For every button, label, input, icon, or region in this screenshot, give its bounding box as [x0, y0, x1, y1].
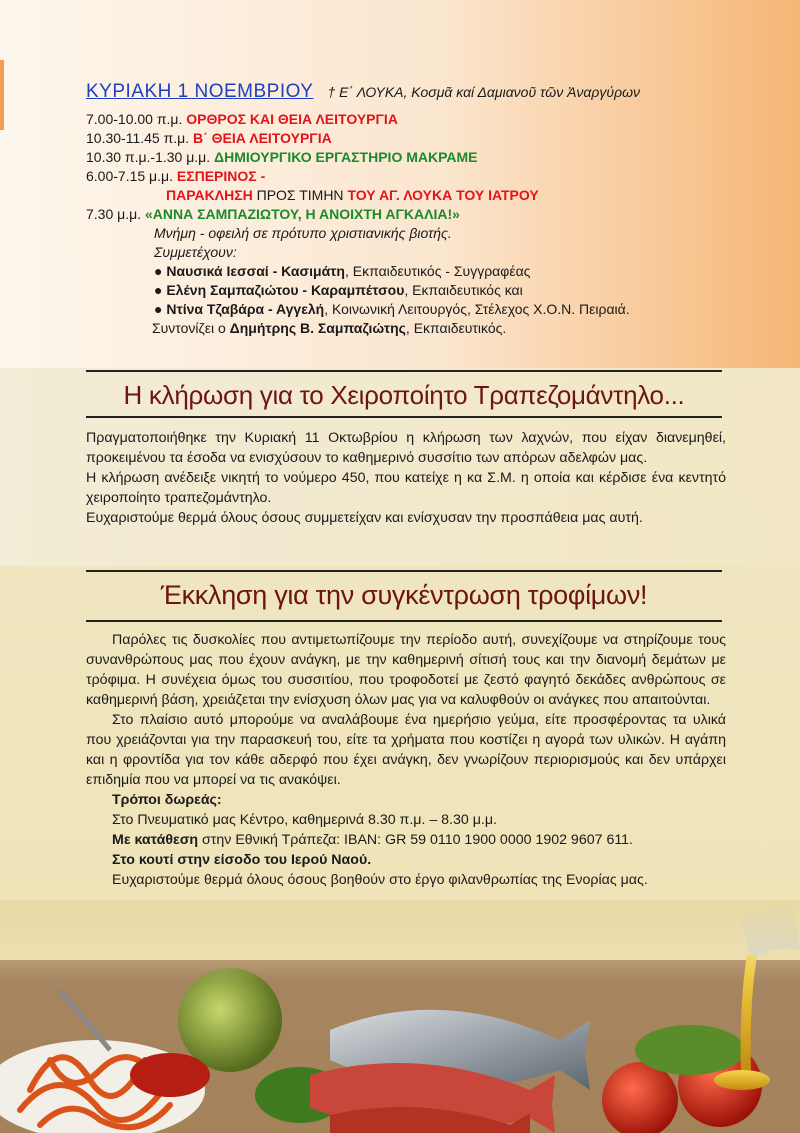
- schedule-line: [86, 167, 786, 186]
- event-time: 10.30 π.μ.-1.30 μ.μ.: [86, 149, 211, 165]
- way-item: Στο κουτί στην είσοδο του Ιερού Ναού.: [112, 852, 372, 868]
- schedule-line: [86, 186, 786, 205]
- schedule-line: [86, 205, 786, 224]
- raffle-section: [0, 368, 800, 566]
- coordinator-role: , Εκπαιδευτικός.: [405, 320, 507, 336]
- event-title: ΕΣΠΕΡΙΝΟΣ -: [176, 168, 266, 184]
- food-illustration: [0, 900, 800, 1133]
- paragraph: Πραγματοποιήθηκε την Κυριακή 11 Οκτωβρίου η κλήρωση των λαχνών, που είχαν διανεμηθεί, προκειμένου τα έσοδα να ενισχύσουν το καθημερινό συσσίτιο των απόρων αδελφών μας.: [86, 430, 726, 466]
- schedule-day: ΚΥΡΙΑΚΗ 1 ΝΟΕΜΒΡΙΟΥ: [86, 81, 314, 102]
- divider: [86, 370, 722, 372]
- participants-label: Συμμετέχουν:: [154, 244, 237, 260]
- event-title: ΤΟΥ ΑΓ. ΛΟΥΚΑ ΤΟΥ ΙΑΤΡΟΥ: [347, 187, 539, 203]
- event-time: 10.30-11.45 π.μ.: [86, 130, 190, 146]
- appeal-title: Έκκληση για την συγκέντρωση τροφίμων!: [160, 580, 648, 610]
- memory-line: Μνήμη - οφειλή σε πρότυπο χριστιανικής βιοτής.: [154, 225, 452, 241]
- participant-role: , Κοινωνική Λειτουργός, Στέλεχος Χ.Ο.Ν. Πειραιά.: [324, 301, 630, 317]
- raffle-text: [86, 428, 726, 528]
- event-title: Β΄ ΘΕΙΑ ΛΕΙΤΟΥΡΓΙΑ: [192, 130, 332, 146]
- ways-label: Τρόποι δωρεάς:: [112, 792, 222, 808]
- coordinator-name: Δημήτρης Β. Σαμπαζιώτης: [229, 320, 406, 336]
- event-time: 7.30 μ.μ.: [86, 206, 142, 222]
- participant-role: , Εκπαιδευτικός - Συγγραφέας: [344, 263, 531, 279]
- event-title: «ΑΝΝΑ ΣΑΜΠΑΖΙΩΤΟΥ, Η ΑΝΟΙΧΤΗ ΑΓΚΑΛΙΑ!»: [144, 206, 460, 222]
- coordinator-pre: Συντονίζει ο: [152, 320, 230, 336]
- participant-name: ● Ελένη Σαμπαζιώτου - Καραμπέτσου: [154, 282, 405, 298]
- event-title: ΠΑΡΑΚΛΗΣΗ: [166, 187, 253, 203]
- participant-role: , Εκπαιδευτικός και: [404, 282, 523, 298]
- paragraph: Η κλήρωση ανέδειξε νικητή το νούμερο 450, που κατείχε η κα Σ.Μ. η οποία και κέρδισε ένα κεντητό χειροποίητο τραπεζομάντηλο.: [86, 470, 726, 506]
- paragraph: Παρόλες τις δυσκολίες που αντιμετωπίζουμε την περίοδο αυτή, συνεχίζουμε να στηρίζουμε τους συνανθρώπους μας που έχουν ανάγκη, με την καθημερινή σίτισή τους και την διανομή δεμάτων με τρόφιμα. Η συνέχεια όμως του συσσιτίου, που τροφοδοτεί με ζεστό φαγητό δεκάδες ανθρώπους σε καθημερινή βάση, χρειάζεται την ενίσχυση όλων μας για να καλυφθούν οι ανάγκες που απαιτούνται.: [86, 632, 726, 708]
- coordinator: [86, 319, 786, 338]
- paragraph: Ευχαριστούμε θερμά όλους όσους συμμετείχαν και ενίσχυσαν την προσπάθεια μας αυτή.: [86, 510, 643, 526]
- participant: [86, 281, 786, 300]
- participant-name: ● Ναυσικά Ιεσσαί - Κασιμάτη: [154, 263, 345, 279]
- raffle-title: Η κλήρωση για το Χειροποίητο Τραπεζομάντηλο...: [123, 380, 685, 410]
- appeal-text: [86, 630, 726, 890]
- edge-accent: [0, 60, 4, 130]
- schedule-header: [86, 82, 786, 102]
- way-item: Στο Πνευματικό μας Κέντρο, καθημερινά 8.30 π.μ. – 8.30 μ.μ.: [112, 812, 497, 828]
- divider: [86, 620, 722, 622]
- divider: [86, 570, 722, 572]
- paragraph: Στο πλαίσιο αυτό μπορούμε να αναλάβουμε ένα ημερήσιο γεύμα, είτε προσφέροντας τα υλικά που χρειάζονται για την παρασκευή του, είτε τα χρήματα που κοστίζει η αγορά των υλικών. Η αγάπη και η φροντίδα για τον κάθε αδερφό που έχει ανάγκη, δεν γνωρίζουν περιορισμούς και δεν υπάρχει επιδημία που να μπορεί να τις ανακόψει.: [86, 712, 726, 788]
- schedule-line: [86, 129, 786, 148]
- participant-name: ● Ντίνα Τζαβάρα - Αγγελή: [154, 301, 325, 317]
- participant: [86, 262, 786, 281]
- event-title: ΔΗΜΙΟΥΡΓΙΚΟ ΕΡΓΑΣΤΗΡΙΟ ΜΑΚΡΑΜΕ: [214, 149, 478, 165]
- way-bold: Με κατάθεση: [112, 832, 199, 848]
- way-rest: στην Εθνική Τράπεζα: IBAN: GR 59 0110 1900 0000 1902 9607 611.: [198, 832, 633, 848]
- divider: [86, 416, 722, 418]
- event-title: ΟΡΘΡΟΣ ΚΑΙ ΘΕΙΑ ΛΕΙΤΟΥΡΓΙΑ: [186, 111, 398, 127]
- event-time: 7.00-10.00 π.μ.: [86, 111, 183, 127]
- thanks-line: Ευχαριστούμε θερμά όλους όσους βοηθούν στο έργο φιλανθρωπίας της Ενορίας μας.: [112, 872, 648, 888]
- participant: [86, 300, 786, 319]
- event-time: 6.00-7.15 μ.μ.: [86, 168, 173, 184]
- event-text: ΠΡΟΣ ΤΙΜΗΝ: [256, 187, 344, 203]
- schedule-line: [86, 148, 786, 167]
- schedule-block: [86, 82, 786, 338]
- schedule-saint: † Ε΄ ΛΟΥΚΑ, Κοσμᾶ καί Δαμιανοῦ τῶν Ἀναργύρων: [327, 84, 641, 100]
- way-item: [86, 830, 726, 850]
- schedule-line: [86, 110, 786, 129]
